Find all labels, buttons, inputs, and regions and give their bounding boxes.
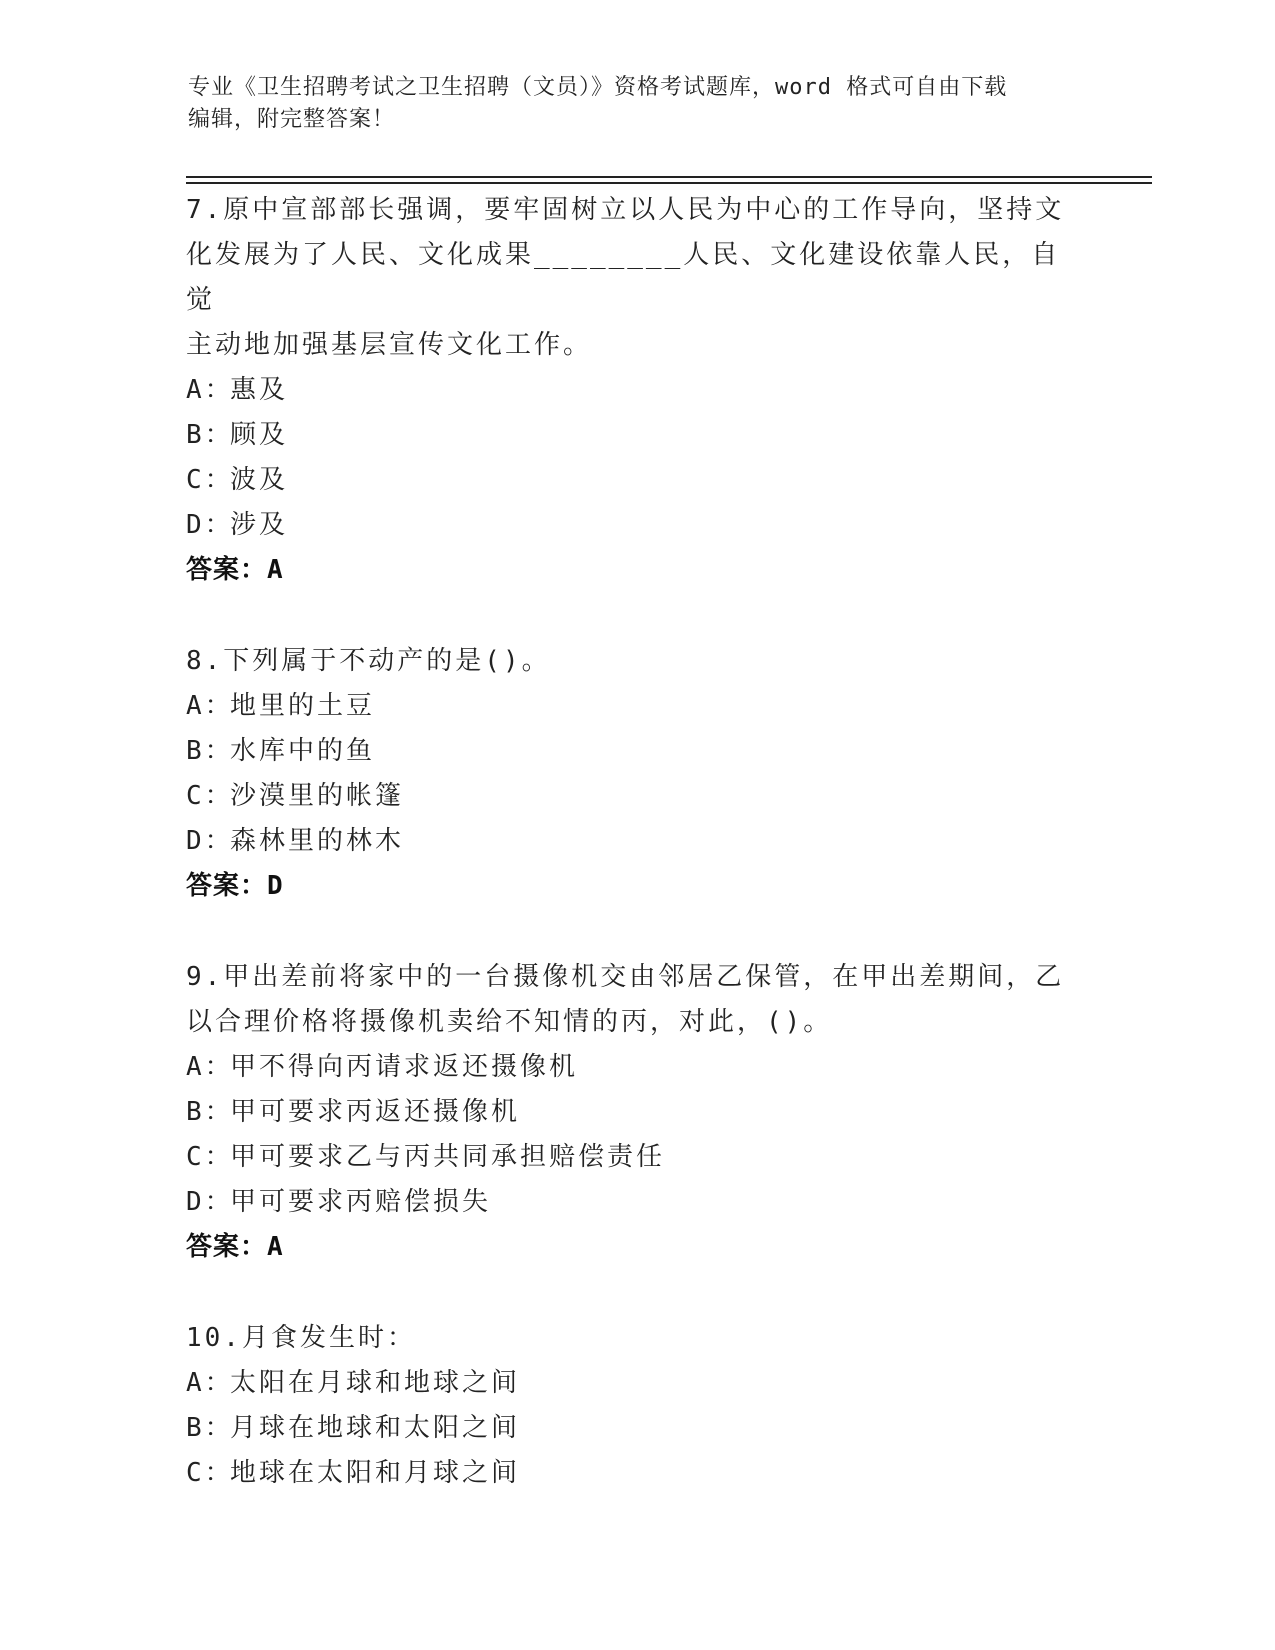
question-stem-line: 主动地加强基层宣传文化工作。 bbox=[186, 330, 593, 360]
answer-label: 答案：D bbox=[186, 871, 284, 901]
option-text: 甲可要求乙与丙共同承担赔偿责任 bbox=[230, 1142, 666, 1172]
option-text: 波及 bbox=[230, 465, 289, 495]
option-text: 地球在太阳和月球之间 bbox=[230, 1458, 521, 1488]
option-b bbox=[186, 729, 1086, 774]
header-divider-top bbox=[186, 176, 1152, 178]
question-stem-line: 9.甲出差前将家中的一台摄像机交由邻居乙保管，在甲出差期间，乙 bbox=[186, 962, 1065, 992]
question-stem-line: 10.月食发生时： bbox=[186, 1323, 416, 1353]
option-c bbox=[186, 1451, 1086, 1496]
answer-label: 答案：A bbox=[186, 1232, 284, 1262]
option-key: A： bbox=[186, 691, 234, 721]
option-d bbox=[186, 819, 1086, 864]
option-text: 惠及 bbox=[230, 375, 289, 405]
option-c bbox=[186, 1135, 1086, 1180]
option-b bbox=[186, 1406, 1086, 1451]
option-text: 涉及 bbox=[230, 510, 289, 540]
option-text: 月球在地球和太阳之间 bbox=[230, 1413, 521, 1443]
option-text: 沙漠里的帐篷 bbox=[230, 781, 405, 811]
header-line-2: 编辑，附完整答案！ bbox=[188, 107, 396, 132]
option-key: A： bbox=[186, 1368, 234, 1398]
document-header bbox=[188, 72, 1068, 136]
option-key: D： bbox=[186, 826, 234, 856]
option-text: 地里的土豆 bbox=[230, 691, 376, 721]
option-c bbox=[186, 458, 1086, 503]
option-key: C： bbox=[186, 465, 234, 495]
question-9 bbox=[186, 955, 1086, 1270]
option-text: 甲可要求丙返还摄像机 bbox=[230, 1097, 521, 1127]
option-key: A： bbox=[186, 375, 234, 405]
option-key: D： bbox=[186, 510, 234, 540]
option-text: 森林里的林木 bbox=[230, 826, 405, 856]
option-a bbox=[186, 368, 1086, 413]
option-d bbox=[186, 1180, 1086, 1225]
option-b bbox=[186, 1090, 1086, 1135]
option-key: C： bbox=[186, 781, 234, 811]
option-key: B： bbox=[186, 736, 234, 766]
option-key: B： bbox=[186, 1413, 234, 1443]
option-key: C： bbox=[186, 1458, 234, 1488]
option-a bbox=[186, 684, 1086, 729]
header-line-1: 专业《卫生招聘考试之卫生招聘（文员）》资格考试题库，word 格式可自由下载 bbox=[188, 75, 1008, 100]
option-text: 甲可要求丙赔偿损失 bbox=[230, 1187, 492, 1217]
question-7 bbox=[186, 188, 1086, 593]
option-key: B： bbox=[186, 1097, 234, 1127]
question-stem-line: 8.下列属于不动产的是()。 bbox=[186, 646, 551, 676]
option-a bbox=[186, 1045, 1086, 1090]
question-8 bbox=[186, 639, 1086, 909]
option-text: 甲不得向丙请求返还摄像机 bbox=[230, 1052, 579, 1082]
option-d bbox=[186, 503, 1086, 548]
option-text: 太阳在月球和地球之间 bbox=[230, 1368, 521, 1398]
option-text: 顾及 bbox=[230, 420, 289, 450]
header-divider-bottom bbox=[186, 182, 1152, 184]
question-10 bbox=[186, 1316, 1086, 1496]
question-stem-line: 7.原中宣部部长强调，要牢固树立以人民为中心的工作导向，坚持文 bbox=[186, 195, 1065, 225]
option-c bbox=[186, 774, 1086, 819]
option-a bbox=[186, 1361, 1086, 1406]
answer-label: 答案：A bbox=[186, 555, 284, 585]
option-text: 水库中的鱼 bbox=[230, 736, 376, 766]
option-b bbox=[186, 413, 1086, 458]
option-key: B： bbox=[186, 420, 234, 450]
question-stem-line: 以合理价格将摄像机卖给不知情的丙，对此，()。 bbox=[186, 1007, 833, 1037]
option-key: A： bbox=[186, 1052, 234, 1082]
question-stem-line: 化发展为了人民、文化成果________人民、文化建设依靠人民，自觉 bbox=[186, 240, 1061, 315]
option-key: C： bbox=[186, 1142, 234, 1172]
option-key: D： bbox=[186, 1187, 234, 1217]
question-list bbox=[186, 188, 1086, 1542]
